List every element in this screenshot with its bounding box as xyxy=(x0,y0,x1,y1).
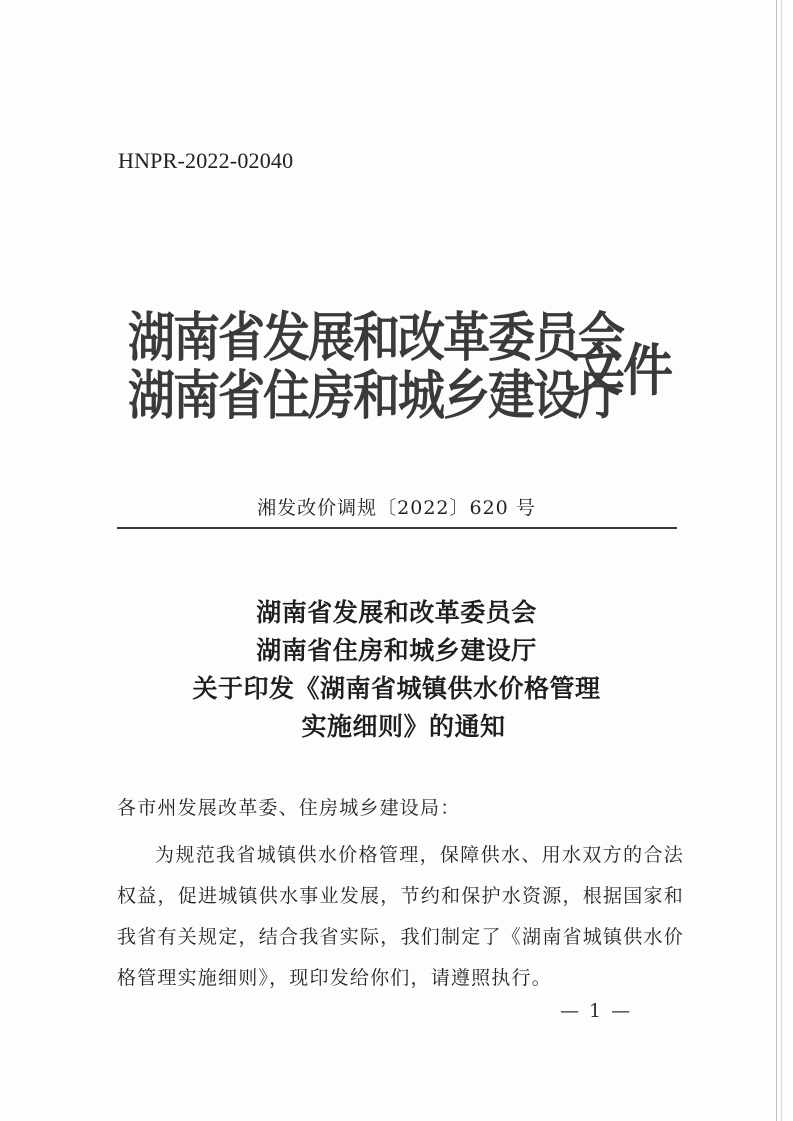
header-divider xyxy=(117,527,677,529)
issuer-name-2: 湖南省住房和城乡建设厅 xyxy=(128,365,623,427)
body-text xyxy=(117,835,684,999)
issuer-suffix: 文件 xyxy=(573,338,673,404)
title-line-2: 湖南省住房和城乡建设厅 xyxy=(256,636,537,665)
page-number: — 1 — xyxy=(560,1000,633,1022)
document-number: 湘发改价调规〔2022〕620 号 xyxy=(257,497,536,519)
issuer-name-1: 湖南省发展和改革委员会 xyxy=(128,307,623,369)
document-title xyxy=(0,594,793,746)
document-code: HNPR-2022-02040 xyxy=(118,148,294,173)
title-line-3: 关于印发《湖南省城镇供水价格管理 xyxy=(192,674,601,703)
salutation: 各市州发展改革委、住房城乡建设局： xyxy=(117,797,461,819)
title-line-1: 湖南省发展和改革委员会 xyxy=(256,598,537,627)
scan-edge-line-inner xyxy=(781,0,782,1121)
issuer-header xyxy=(128,288,688,428)
scan-edge-line xyxy=(776,0,777,1121)
title-line-4: 实施细则》的通知 xyxy=(301,712,506,741)
body-paragraph: 为规范我省城镇供水价格管理，保障供水、用水双方的合法权益，促进城镇供水事业发展，节约和保护水资源，根据国家和我省有关规定，结合我省实际，我们制定了《湖南省城镇供水价格管理实施细则》，现印发给你们，请遵照执行。 xyxy=(117,844,684,989)
